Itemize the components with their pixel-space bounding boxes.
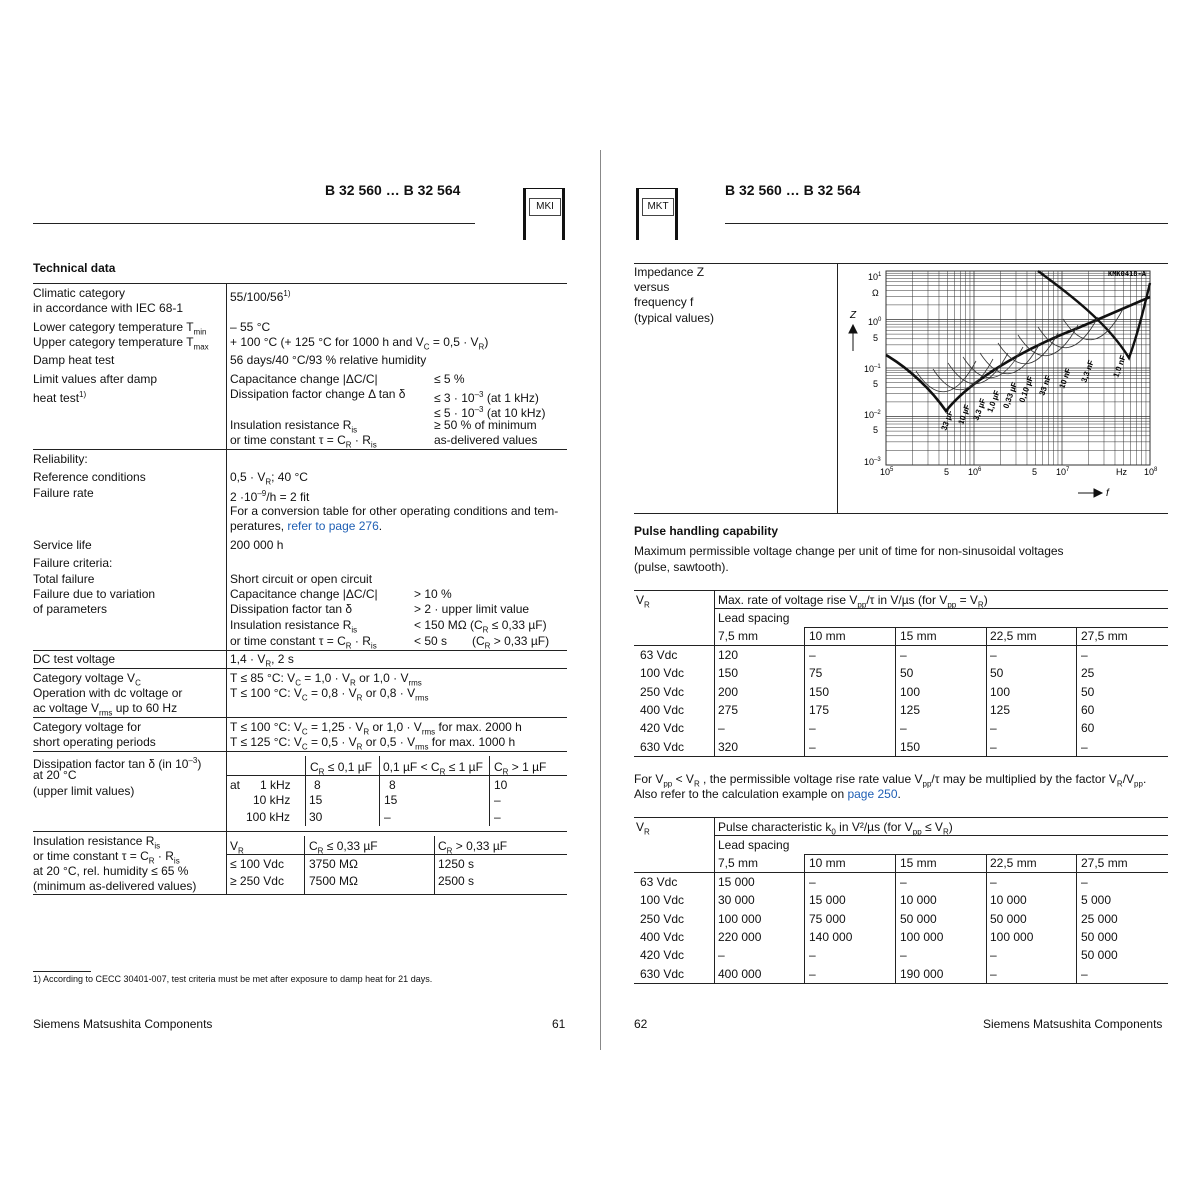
table-cell: 125: [900, 702, 921, 717]
var-cap-value: > 10 %: [414, 587, 452, 601]
curve-label: 3,3 nF: [1079, 358, 1096, 384]
damp-label: Damp heat test: [33, 353, 115, 367]
right-footer-company: Siemens Matsushita Components: [983, 1017, 1163, 1031]
rule-7: [33, 894, 567, 895]
climatic-label: Climatic category: [33, 286, 126, 300]
var-ins: Insulation resistance $R_{is}$: [230, 618, 358, 635]
y-label-5b: 5: [873, 379, 879, 389]
right-page-number: 62: [634, 1017, 648, 1031]
table-cell: 5 000: [1081, 893, 1112, 908]
service-label: Service life: [33, 538, 92, 552]
table-cell: –: [990, 875, 997, 889]
t1-head: Max. rate of voltage rise $V_{pp}/\tau$ in V/µs (for $V_{pp} = V_R$): [718, 593, 988, 610]
catv-label2: Operation with dc voltage or: [33, 686, 183, 700]
dissf-label2: at 20 °C: [33, 768, 77, 782]
ref-value: $0,5 \cdot V_R$; 40 °C: [230, 470, 308, 487]
table-cell: 630 Vdc: [640, 966, 685, 981]
dissf-col-rule3: [489, 756, 490, 826]
table-cell: –: [809, 875, 816, 889]
y-label-ohm: Ω: [872, 288, 879, 298]
t1-body-top: [634, 645, 1168, 646]
table-cell: 125: [990, 702, 1011, 717]
ins-head-c1: $C_R \le 0,33$ µF: [309, 839, 378, 856]
table-cell: 30 000: [718, 893, 755, 908]
table-cell: 60: [1081, 721, 1095, 736]
t1-sp-4: 27,5 mm: [1081, 629, 1128, 643]
table-cell: –: [809, 966, 816, 981]
table-cell: –: [990, 948, 997, 963]
dissf-head-rule: [226, 775, 567, 776]
var-ins-value: < 150 MΩ ($C_R \le 0,33$ µF): [414, 618, 547, 635]
t2-head: Pulse characteristic $k_0$ in V²/µs (for $V_{pp} \le V_R$): [718, 820, 953, 837]
footnote-rule: [33, 971, 91, 972]
t2-body-top: [634, 872, 1168, 873]
footnote: 1) According to CECC 30401-007, test criteria must be met after exposure to damp heat for 21 days.: [33, 974, 433, 984]
t2-head-rule: [714, 835, 1168, 836]
z-axis-label: Z: [850, 310, 857, 321]
page-divider: [600, 150, 601, 1050]
var-label2: of parameters: [33, 602, 108, 616]
table-cell: 100 000: [990, 929, 1034, 944]
dissf-col-rule2: [379, 756, 380, 826]
t1-col0: [714, 590, 715, 756]
dissf-freq-3: 100 kHz: [246, 810, 291, 824]
right-page-title: B 32 560 … B 32 564: [725, 182, 861, 198]
ins-head-c2: $C_R > 0,33$ µF: [438, 839, 508, 856]
table-cell: 630 Vdc: [640, 739, 685, 754]
graph-bottom-rule: [634, 513, 1168, 514]
table-cell: 15 000: [809, 893, 846, 908]
table-cell: 25: [1081, 666, 1095, 681]
total-label: Total failure: [33, 572, 95, 586]
t2-bottom: [634, 983, 1168, 984]
rule-1: [33, 449, 567, 450]
table-cell: 400 Vdc: [640, 929, 685, 944]
t2-lead-spacing: Lead spacing: [718, 838, 790, 852]
imp-label-1: Impedance Z: [634, 265, 705, 279]
short-label: Category voltage for: [33, 720, 142, 734]
limit-ins-value: ≥ 50 % of minimum: [434, 418, 537, 432]
curve-label: 0,33 µF: [1001, 380, 1020, 410]
f-axis-label: f: [1106, 488, 1109, 499]
x-label-5a: 5: [944, 467, 950, 477]
t2-col2: [895, 854, 896, 983]
y-label-10-1: $10^1$: [868, 272, 882, 282]
table-cell: 250 Vdc: [640, 684, 685, 699]
table-cell: –: [809, 948, 816, 963]
table-cell: –: [900, 875, 907, 889]
x-label-hz: Hz: [1116, 467, 1127, 477]
table-cell: 175: [809, 702, 830, 717]
limit-tc-value: as-delivered values: [434, 433, 538, 447]
f-arrow-icon: [1078, 489, 1102, 497]
ins-r1-c1: 3750 MΩ: [309, 857, 358, 871]
lower-temp-label: Lower category temperature $T_{min}$: [33, 320, 207, 337]
table-cell: 140 000: [809, 929, 853, 944]
ins-label: Insulation resistance $R_{is}$: [33, 834, 161, 851]
t1-bottom: [634, 756, 1168, 757]
ins-r2-c1: 7500 MΩ: [309, 874, 358, 888]
dissf-c3-1: 10: [494, 778, 508, 792]
var-diss-value: > 2 · upper limit value: [414, 602, 530, 616]
y-label-10-0: $10^0$: [868, 317, 882, 327]
table-cell: 50 000: [1081, 929, 1118, 944]
damp-value: 56 days/40 °C/93 % relative humidity: [230, 353, 427, 367]
dissf-c1-3: 30: [309, 810, 323, 824]
page-250-link[interactable]: page 250: [847, 787, 898, 801]
table-cell: –: [1081, 966, 1088, 981]
x-label-5b: 5: [1032, 467, 1038, 477]
section-title: Technical data: [33, 261, 116, 275]
ins-col-rule1: [304, 836, 305, 894]
dc-value: $1,4 \cdot V_R$, 2 s: [230, 652, 294, 669]
table-cell: 250 Vdc: [640, 911, 685, 926]
ins-label4: (minimum as-delivered values): [33, 879, 197, 893]
impedance-curve: [963, 347, 1023, 378]
table-cell: –: [1081, 875, 1088, 889]
limit-ins: Insulation resistance $R_{is}$: [230, 418, 358, 435]
table-cell: 50 000: [990, 911, 1027, 926]
dissf-c3-2: –: [494, 793, 501, 807]
table-cell: –: [900, 648, 907, 662]
y-label-5c: 5: [873, 425, 879, 435]
conversion-text: For a conversion table for other operating conditions and tem-: [230, 504, 559, 518]
table-cell: 150: [718, 666, 739, 681]
dissf-c2-2: 15: [384, 793, 398, 807]
ins-label2: or time constant $\tau = C_R \cdot R_{is}$: [33, 849, 180, 866]
page-276-link[interactable]: refer to page 276: [287, 519, 379, 533]
rule-6: [33, 831, 567, 832]
table-cell: –: [900, 948, 907, 963]
t1-sp-0: 7,5 mm: [718, 629, 759, 643]
t1-col1: [804, 627, 805, 756]
var-tc-value: < 50 s: [414, 634, 448, 648]
t2-sp-1: 10 mm: [809, 856, 846, 870]
table-cell: 400 000: [718, 966, 762, 981]
mki-logo: [523, 188, 565, 240]
t1-col3: [986, 627, 987, 756]
curve-33uF: [886, 297, 1150, 411]
dissf-c1-1: 8: [314, 778, 321, 792]
t2-sp-3: 22,5 mm: [990, 856, 1037, 870]
curve-label: 33 µF: [939, 409, 955, 432]
dissf-head3: $C_R > 1$ µF: [494, 760, 547, 777]
t1-col4: [1076, 627, 1077, 756]
x-label-10-6: $10^6$: [968, 467, 982, 477]
catv-label3: ac voltage $V_{rms}$ up to 60 Hz: [33, 701, 178, 718]
total-value: Short circuit or open circuit: [230, 572, 373, 586]
limit-cap-value: ≤ 5 %: [434, 372, 465, 386]
var-tc-value2: ($C_R > 0,33$ µF): [472, 634, 550, 651]
conversion-text2: peratures, refer to page 276.: [230, 519, 383, 533]
y-label-10-m2: $10^{-2}$: [864, 410, 881, 420]
curve-label: 0,10 µF: [1017, 374, 1036, 404]
table-cell: 220 000: [718, 929, 762, 944]
table-cell: 50: [900, 666, 914, 681]
table-cell: 200: [718, 684, 739, 699]
curve-label: 10 µF: [956, 403, 972, 426]
dissf-c1-2: 15: [309, 793, 323, 807]
catv-label: Category voltage $V_C$: [33, 671, 141, 688]
left-page-title: B 32 560 … B 32 564: [325, 182, 461, 198]
climatic-value: 55/100/56$^{1)}$: [230, 289, 291, 304]
t2-col1: [804, 854, 805, 983]
z-arrow-icon: [849, 325, 857, 351]
left-page-number: 61: [552, 1017, 566, 1031]
imp-label-4: (typical values): [634, 311, 715, 325]
var-tc: or time constant $\tau = C_R \cdot R_{is}$: [230, 634, 377, 651]
var-diss: Dissipation factor tan δ: [230, 602, 353, 616]
table-cell: 10 000: [900, 893, 937, 908]
mkt-logo-text: MKT: [642, 198, 674, 216]
table-cell: –: [809, 721, 816, 736]
ins-head-rule: [226, 854, 567, 855]
rule-3: [33, 668, 567, 669]
table-cell: 100 Vdc: [640, 666, 685, 681]
t2-col4: [1076, 854, 1077, 983]
limit-diss-value1: ≤ $3 \cdot 10^{-3}$ (at 1 kHz): [434, 390, 539, 405]
catv-value1: T ≤ 85 °C: $V_C = 1,0 \cdot V_R$ or $1,0 \cdot V_{rms}$: [230, 671, 422, 688]
table-cell: –: [809, 648, 816, 662]
table-cell: 150: [900, 739, 921, 754]
table-cell: 100: [990, 684, 1011, 699]
t2-sp-4: 27,5 mm: [1081, 856, 1128, 870]
fail-label: Failure rate: [33, 486, 94, 500]
table-cell: 150: [809, 684, 830, 699]
t1-lead-spacing: Lead spacing: [718, 611, 790, 625]
table-cell: –: [1081, 648, 1088, 662]
t1-head-rule: [714, 608, 1168, 609]
x-label-10-5: $10^5$: [880, 467, 894, 477]
table-cell: 190 000: [900, 966, 944, 981]
t2-col3: [986, 854, 987, 983]
dissf-label: Dissipation factor tan δ (in $10^{-3}$): [33, 756, 202, 771]
dissf-head1: $C_R \le 0,1$ µF: [310, 760, 372, 777]
table-col-rule: [226, 283, 227, 894]
left-header-rule: [33, 223, 475, 224]
table-cell: –: [990, 721, 997, 736]
t1-sp-2: 15 mm: [900, 629, 937, 643]
curve-label: 33 nF: [1037, 373, 1054, 397]
table-cell: 120: [718, 648, 739, 662]
ins-r2-vr: ≥ 250 Vdc: [230, 874, 284, 888]
impedance-graph: [838, 263, 1168, 513]
ins-r2-c2: 2500 s: [438, 874, 475, 888]
table-cell: –: [990, 966, 997, 981]
table-cell: 10 000: [990, 893, 1027, 908]
table-cell: 420 Vdc: [640, 948, 685, 963]
mkt-logo: [636, 188, 678, 240]
dissf-at: at: [230, 778, 241, 792]
impedance-curve: [933, 359, 993, 390]
table-cell: 50 000: [900, 911, 937, 926]
table-cell: 275: [718, 702, 739, 717]
table-cell: 400 Vdc: [640, 702, 685, 717]
table-cell: 100 Vdc: [640, 893, 685, 908]
table-cell: –: [718, 721, 725, 736]
table-cell: 100 000: [900, 929, 944, 944]
imp-label-3: frequency f: [634, 295, 694, 309]
table-cell: –: [990, 648, 997, 662]
dc-label: DC test voltage: [33, 652, 116, 666]
rule-2: [33, 650, 567, 651]
dissf-c3-3: –: [494, 810, 501, 824]
t2-sp-0: 7,5 mm: [718, 856, 759, 870]
dissf-freq-1: 1 kHz: [260, 778, 291, 792]
impedance-curve: [998, 333, 1058, 364]
short-value2: T ≤ 125 °C: $V_C = 0,5 \cdot V_R$ or $0,5 \cdot V_{rms}$ for max. 1000 h: [230, 735, 516, 752]
table-cell: –: [809, 739, 816, 754]
table-cell: –: [900, 721, 907, 736]
table-cell: 25 000: [1081, 911, 1118, 926]
table-cell: 50 000: [1081, 948, 1118, 963]
limit-tc: or time constant $\tau = C_R \cdot R_{is}$: [230, 433, 377, 450]
t1-vr-head: $V_R$: [636, 593, 650, 610]
limit-cap: Capacitance change |ΔC/C|: [230, 372, 378, 386]
rule-4: [33, 717, 567, 718]
pulse-title: Pulse handling capability: [634, 524, 779, 538]
ins-r1-vr: ≤ 100 Vdc: [230, 857, 284, 871]
graph-hlines: [886, 271, 1150, 465]
imp-label-2: versus: [634, 280, 670, 294]
dissf-c2-3: –: [384, 810, 391, 824]
dissf-label3: (upper limit values): [33, 784, 135, 798]
t2-vr-head: $V_R$: [636, 820, 650, 837]
table-cell: 320: [718, 739, 739, 754]
table-cell: 75: [809, 666, 823, 681]
service-value: 200 000 h: [230, 538, 284, 552]
curve-label: 10 nF: [1057, 366, 1074, 390]
table-top-rule: [33, 283, 567, 284]
t1-col2: [895, 627, 896, 756]
upper-temp-value: + 100 °C (+ 125 °C for 1000 h and $V_C = 0,5 \cdot V_R$): [230, 335, 489, 352]
limit-diss: Dissipation factor change Δ tan δ: [230, 387, 406, 401]
var-label: Failure due to variation: [33, 587, 156, 601]
table-cell: –: [718, 948, 725, 963]
lower-temp-value: – 55 °C: [230, 320, 271, 334]
limit-label: Limit values after damp: [33, 372, 158, 386]
fail-value: $2 \cdot 10^{-9}/h = 2$ fit: [230, 489, 310, 504]
table-cell: 50: [990, 666, 1004, 681]
short-label2: short operating periods: [33, 735, 156, 749]
upper-temp-label: Upper category temperature $T_{max}$: [33, 335, 209, 352]
dissf-col-rule1: [305, 756, 306, 826]
table-cell: 60: [1081, 702, 1095, 717]
note-1: For $V_{pp} < V_R$ , the permissible voltage rise rate value $V_{pp}/\tau$ may be multiplied by the factor $V_R/V_{pp}$.: [634, 772, 1147, 789]
t2-sp-2: 15 mm: [900, 856, 937, 870]
x-label-10-8: $10^8$: [1144, 467, 1158, 477]
y-label-10-m3: $10^{-3}$: [864, 457, 881, 467]
table-cell: 15 000: [718, 875, 755, 889]
y-label-5a: 5: [873, 333, 879, 343]
note-2: Also refer to the calculation example on page 250.: [634, 787, 901, 801]
y-label-10-m1: $10^{-1}$: [864, 364, 881, 374]
table-cell: 63 Vdc: [640, 648, 678, 662]
t1-sp-3: 22,5 mm: [990, 629, 1037, 643]
table-cell: –: [1081, 739, 1088, 754]
ins-col-rule2: [434, 836, 435, 894]
table-cell: 420 Vdc: [640, 721, 685, 736]
table-cell: 100 000: [718, 911, 762, 926]
ins-head-vr: $V_R$: [230, 839, 244, 856]
mki-logo-text: MKI: [529, 198, 561, 216]
reliability-label: Reliability:: [33, 452, 88, 466]
curve-label: 1,0 nF: [1111, 353, 1128, 379]
pulse-desc: Maximum permissible voltage change per unit of time for non-sinusoidal voltages: [634, 544, 1064, 558]
pulse-desc2: (pulse, sawtooth).: [634, 560, 729, 574]
curve-label: 3,3 µF: [971, 397, 988, 422]
dissf-head2: 0,1 $\mu F < C_R \le 1$ µF: [383, 760, 483, 777]
limit-label2: heat test$^{1)}$: [33, 390, 87, 405]
t2-col0: [714, 817, 715, 983]
t1-sp-1: 10 mm: [809, 629, 846, 643]
table-cell: 63 Vdc: [640, 875, 678, 889]
ref-label: Reference conditions: [33, 470, 146, 484]
dissf-freq-2: 10 kHz: [253, 793, 291, 807]
table-cell: –: [990, 739, 997, 754]
limit-diss-value2: ≤ $5 \cdot 10^{-3}$ (at 10 kHz): [434, 405, 546, 420]
climatic-label2: in accordance with IEC 68-1: [33, 301, 184, 315]
curve-label: 1,0 µF: [985, 389, 1002, 414]
ins-r1-c2: 1250 s: [438, 857, 475, 871]
criteria-label: Failure criteria:: [33, 556, 113, 570]
table-cell: 100: [900, 684, 921, 699]
rule-5: [33, 751, 567, 752]
dissf-c2-1: 8: [389, 778, 396, 792]
short-value1: T ≤ 100 °C: $V_C = 1,25 \cdot V_R$ or $1,0 \cdot V_{rms}$ for max. 2000 h: [230, 720, 522, 737]
graph-code: KMK0418-A: [1108, 270, 1146, 278]
table-cell: 75 000: [809, 911, 846, 926]
ins-label3: at 20 °C, rel. humidity ≤ 65 %: [33, 864, 189, 878]
left-footer-company: Siemens Matsushita Components: [33, 1017, 213, 1031]
table-cell: 50: [1081, 684, 1095, 699]
catv-value2: T ≤ 100 °C: $V_C = 0,8 \cdot V_R$ or $0,8 \cdot V_{rms}$: [230, 686, 429, 703]
x-label-10-7: $10^7$: [1056, 467, 1070, 477]
var-cap: Capacitance change |ΔC/C|: [230, 587, 378, 601]
right-header-rule: [725, 223, 1168, 224]
